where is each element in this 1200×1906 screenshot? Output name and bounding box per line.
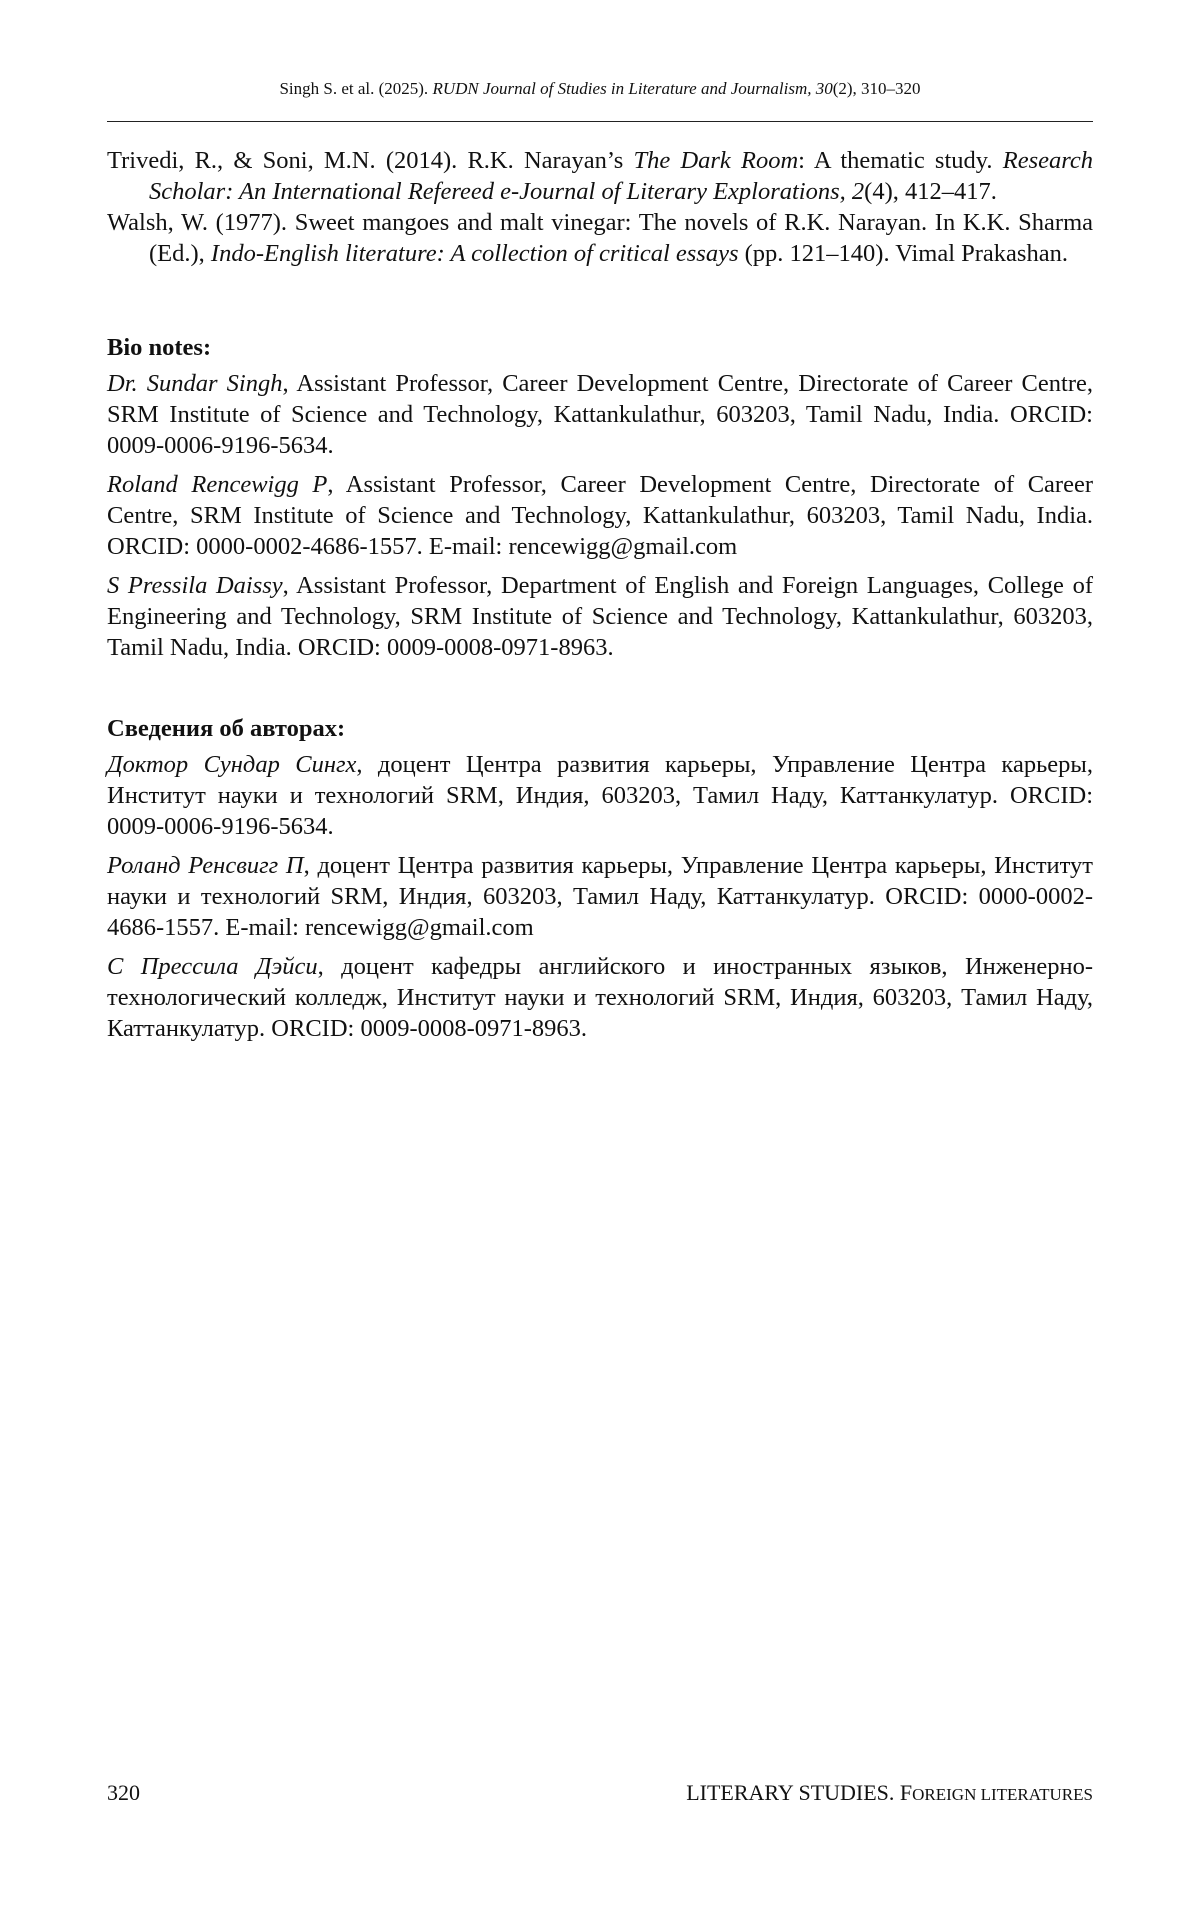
reference-book: Indo-English literature: A collection of critical essays — [211, 240, 739, 267]
footer-section-small: OREIGN LITERATURES — [912, 1785, 1093, 1804]
reference-details: (4), 412–417. — [864, 178, 997, 205]
bio-author-text-ru: , доцент кафедры английского и иностранных языков, Инженерно-технологический колледж, Институт науки и технологий SRM, Индия, 603203, Тамил Наду, Каттанкулатур. ORCID: 0009-0008-0971-8963. — [107, 953, 1093, 1042]
bio-notes-section — [107, 332, 1093, 663]
reference-after-title: : A thematic study. — [798, 147, 1003, 174]
bio-notes-title: Bio notes: — [107, 332, 1093, 363]
bio-author-name-ru: Роланд Ренсвигг П — [107, 852, 304, 879]
bio-notes-ru-section — [107, 713, 1093, 1044]
reference-journal: Research Scholar: An International Refereed e-Journal of Literary Explorations, 2 — [149, 147, 1093, 205]
bio-author-name: Dr. Sundar Singh — [107, 370, 283, 397]
bio-author-name-ru: Доктор Сундар Сингх — [107, 751, 356, 778]
reference-details: (pp. 121–140). Vimal Prakashan. — [739, 240, 1068, 267]
bio-author-text-ru: , доцент Центра развития карьеры, Управление Центра карьеры, Институт науки и технологий SRM, Индия, 603203, Тамил Наду, Каттанкулатур. ORCID: 0000-0002-4686-1557. E-mail: rencewigg@gmail.com — [107, 852, 1093, 941]
header-journal: RUDN Journal of Studies in Literature and Journalism, — [432, 79, 811, 98]
footer-section-title — [686, 1778, 1093, 1810]
header-rule — [107, 121, 1093, 122]
bio-author-name: S Pressila Daissy — [107, 572, 283, 599]
bio-entry — [107, 368, 1093, 461]
reference-authors: Walsh, W. (1977). Sweet mangoes and malt vinegar: The novels of R.K. Narayan. In K.K. Sharma (Ed.), — [107, 209, 1093, 267]
header-volume: 30 — [816, 79, 833, 98]
reference-list — [107, 145, 1093, 269]
header-authors: Singh S. et al. (2025). — [279, 79, 428, 98]
bio-author-text-ru: , доцент Центра развития карьеры, Управление Центра карьеры, Институт науки и технологий SRM, Индия, 603203, Тамил Наду, Каттанкулатур. ORCID: 0009-0006-9196-5634. — [107, 751, 1093, 840]
bio-author-name-ru: С Прессила Дэйси — [107, 953, 318, 980]
reference-item — [107, 207, 1093, 269]
bio-author-text: , Assistant Professor, Career Development Centre, Directorate of Career Centre, SRM Institute of Science and Technology, Kattankulathur, 603203, Tamil Nadu, India. ORCID: 0009-0006-9196-5634. — [107, 370, 1093, 459]
reference-authors: Trivedi, R., & Soni, M.N. (2014). R.K. Narayan’s — [107, 147, 633, 174]
bio-author-text: , Assistant Professor, Career Development Centre, Directorate of Career Centre, SRM Institute of Science and Technology, Kattankulathur, 603203, Tamil Nadu, India. ORCID: 0000-0002-4686-1557. E-mail: rencewigg@gmail.com — [107, 471, 1093, 560]
page-number: 320 — [107, 1778, 140, 1808]
footer-section-main: LITERARY STUDIES. F — [686, 1780, 912, 1805]
header-issue-pages: (2), 310–320 — [833, 79, 921, 98]
bio-entry-ru — [107, 749, 1093, 842]
bio-entry-ru — [107, 850, 1093, 943]
bio-author-text: , Assistant Professor, Department of English and Foreign Languages, College of Engineering and Technology, SRM Institute of Science and Technology, Kattankulathur, 603203, Tamil Nadu, India. ORCID: 0009-0008-0971-8963. — [107, 572, 1093, 661]
bio-author-name: Roland Rencewigg P — [107, 471, 327, 498]
bio-entry-ru — [107, 951, 1093, 1044]
running-header — [107, 78, 1093, 100]
running-footer — [107, 1778, 1093, 1808]
reference-item — [107, 145, 1093, 207]
page-content — [107, 145, 1093, 1052]
bio-entry — [107, 469, 1093, 562]
bio-entry — [107, 570, 1093, 663]
bio-notes-ru-title: Сведения об авторах: — [107, 713, 1093, 744]
reference-title: The Dark Room — [633, 147, 798, 174]
